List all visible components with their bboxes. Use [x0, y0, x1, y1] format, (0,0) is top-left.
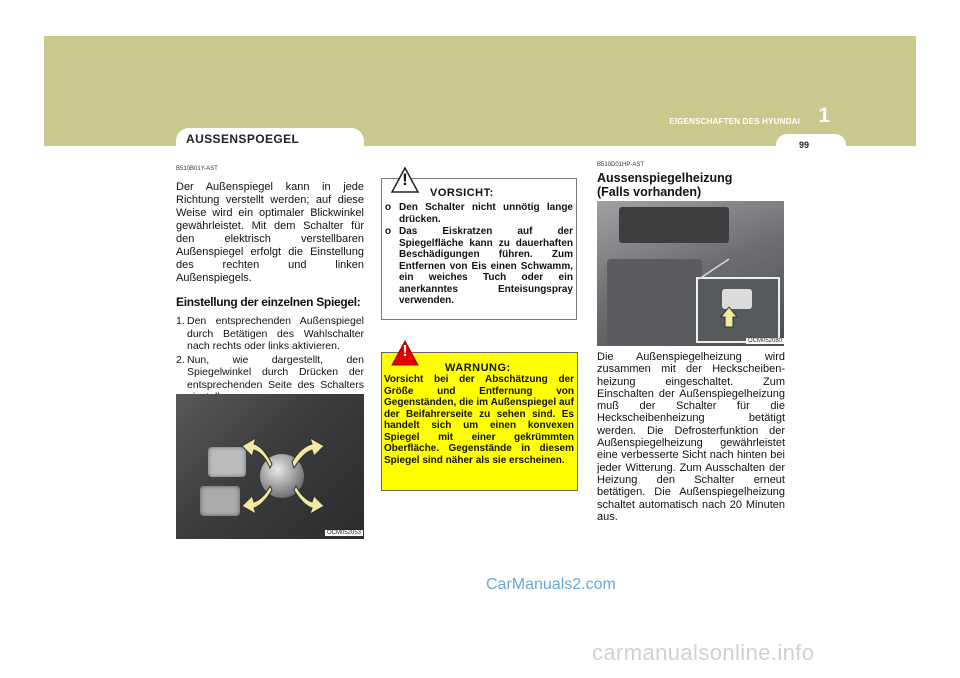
list-item — [385, 226, 573, 307]
header-band — [44, 36, 916, 146]
step-text: Nun, wie dargestellt, den Spiegelwinkel durch Drücken der entsprechenden Seite des Schalters — [187, 353, 364, 391]
step-number: 2. — [176, 353, 185, 366]
caution-item-text: Das Eiskratzen auf der Spiegelfläche kann zu dauerhaften Beschädigungen führen. Zum Entfernen von Eis einen Schwamm, ein weiches Tuch oder ein anerkanntes Enteisungspray verwenden. — [399, 226, 573, 306]
press-arrow-icon — [597, 201, 784, 346]
bullet: o — [385, 226, 392, 237]
warning-title: WARNUNG: — [445, 362, 511, 374]
direction-arrows-icon — [176, 394, 364, 539]
caution-title: VORSICHT: — [430, 187, 494, 199]
left-column — [176, 166, 364, 405]
warning-text: Vorsicht bei der Abschätzung der Größe und Entfernung von Gegenständen, die im Außenspiegel auf der Beifahrerseite zu sehen sind. Es handelt sich um einen konvexen Spiegel mit einer gekrümmten Oberfläche. Gegenstände in diesem Spiegel sind näher als sie erscheinen. — [384, 374, 574, 466]
caution-item-text: Den Schalter nicht unnötig lange drücken. — [399, 202, 573, 225]
heated-mirror-heading — [597, 171, 785, 199]
bullet: o — [385, 202, 392, 213]
intro-paragraph: Der Außenspiegel kann in jede Richtung verstellt werden; auf diese Weise wird ein optimaler Blickwinkel gewährleistet. Mit dem Schalter für den elektrisch verstellbaren Außenspiegel erfolgt die Einstellung des rechten und linken Außenspiegels. — [176, 181, 364, 284]
heated-mirror-switch-photo — [597, 201, 784, 346]
warning-symbol: ! — [402, 343, 408, 360]
section-code: B510D01HP-AST — [597, 162, 645, 168]
step-text: Den entsprechenden Außenspiegel durch Betätigen des Wahlschalter nach rechts oder links aktivieren. — [187, 315, 364, 352]
heated-mirror-paragraph: Die Außenspiegelheizung wird zusammen mit der Heckscheiben-heizung eingeschaltet. Zum Einschalten der Außenspiegelheizung muß der Schalter für die Heckscheibenheizung betätigt werden. Die Defrosterfunktion der Außenspiegelheizung gewährleistet eine verbesserte Sicht nach hinten bei jeder Witterung. Zum Ausschalten der Heizung den Schalter erneut betätigen. Die Außenspiegelheizung schaltet automatisch nach 20 Minuten aus. — [597, 351, 785, 523]
watermark-carmanualsonline: carmanualsonline.info — [592, 640, 815, 665]
watermark-carmanuals2[interactable]: CarManuals2.com — [486, 576, 616, 593]
section-code: B510B01Y-AST — [176, 166, 218, 172]
right-column — [597, 162, 785, 199]
section-title: AUSSENSPOEGEL — [186, 132, 300, 146]
image-code-label: OCM052080 — [748, 338, 783, 344]
page-number: 99 — [798, 140, 809, 150]
chapter-title: EIGENSCHAFTEN DES HYUNDAI — [669, 117, 800, 126]
heading-line: (Falls vorhanden) — [597, 185, 702, 199]
step-number: 1. — [176, 315, 185, 327]
heading-line: Aussenspiegelheizung — [597, 171, 733, 185]
adjust-steps-list — [176, 315, 364, 404]
mirror-adjust-subheading: Einstellung der einzelnen Spiegel: — [176, 295, 361, 309]
caution-list — [385, 202, 573, 308]
list-item — [176, 315, 364, 353]
list-item — [385, 202, 573, 225]
image-code-label: OCM052053 — [327, 530, 362, 536]
chapter-number: 1 — [818, 104, 830, 127]
caution-symbol: ! — [402, 170, 408, 189]
mirror-switch-photo — [176, 394, 364, 539]
